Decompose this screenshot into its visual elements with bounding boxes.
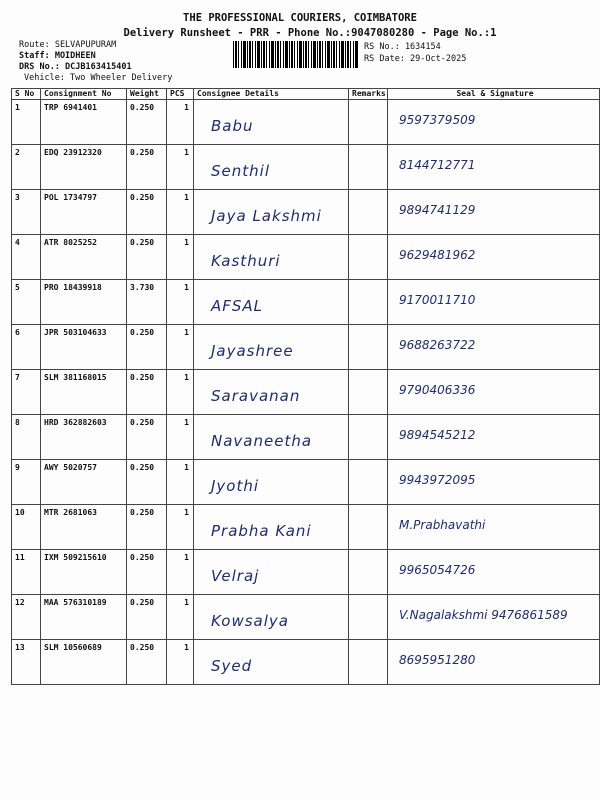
remarks-cell [349,505,388,550]
consignee-name: Velraj [211,567,260,585]
consignment-cell: PRO 18439918 [41,280,127,325]
signature-text: 9170011710 [399,293,476,307]
consignee-name: Jaya Lakshmi [211,207,322,225]
signature-text: M.Prabhavathi [399,518,486,532]
col-header: Consignee Details [194,89,349,100]
pcs-cell: 1 [167,100,194,145]
table-row [12,100,600,145]
signature-cell [388,280,600,325]
remarks-cell [349,640,388,685]
weight-cell: 0.250 [127,235,167,280]
consignee-name: Navaneetha [211,432,313,450]
signature-text: 9597379509 [399,113,476,127]
consignee-cell [194,640,349,685]
vehicle-info: Vehicle: Two Wheeler Delivery [24,73,173,83]
signature-text: 9894545212 [399,428,476,442]
consignee-name: Jayashree [211,342,294,360]
remarks-cell [349,235,388,280]
consignee-name: Syed [211,657,253,675]
remarks-cell [349,280,388,325]
col-header: Weight [127,89,167,100]
table-row [12,640,600,685]
table-row [12,190,600,235]
signature-cell [388,235,600,280]
pcs-cell: 1 [167,415,194,460]
sno-cell: 5 [12,280,41,325]
pcs-cell: 1 [167,145,194,190]
consignee-cell [194,460,349,505]
sno-cell: 12 [12,595,41,640]
consignee-name: Jyothi [211,477,260,495]
remarks-cell [349,145,388,190]
remarks-cell [349,595,388,640]
signature-cell [388,550,600,595]
consignment-cell: AWY 5020757 [41,460,127,505]
table-row [12,235,600,280]
route-info: Route: SELVAPUPURAM [19,40,117,50]
signature-text: 9790406336 [399,383,476,397]
pcs-cell: 1 [167,550,194,595]
sno-cell: 10 [12,505,41,550]
signature-cell [388,325,600,370]
weight-cell: 0.250 [127,550,167,595]
rs-number: RS No.: 1634154 [364,42,441,52]
weight-cell: 0.250 [127,145,167,190]
pcs-cell: 1 [167,235,194,280]
drs-info: DRS No.: DCJB163415401 [19,62,132,72]
consignment-cell: SLM 381168015 [41,370,127,415]
signature-cell [388,415,600,460]
signature-text: 9943972095 [399,473,476,487]
signature-text: 9629481962 [399,248,476,262]
consignment-cell: TRP 6941401 [41,100,127,145]
weight-cell: 0.250 [127,460,167,505]
pcs-cell: 1 [167,190,194,235]
weight-cell: 0.250 [127,100,167,145]
table-row [12,595,600,640]
consignee-name: Saravanan [211,387,301,405]
table-row [12,460,600,505]
signature-cell [388,595,600,640]
remarks-cell [349,370,388,415]
barcode [233,41,359,68]
signature-cell [388,100,600,145]
remarks-cell [349,460,388,505]
signature-text: 9965054726 [399,563,476,577]
signature-text: 9688263722 [399,338,476,352]
consignee-cell [194,550,349,595]
consignment-cell: MAA 576310189 [41,595,127,640]
consignee-cell [194,505,349,550]
signature-text: 8695951280 [399,653,476,667]
consignment-cell: SLM 10560689 [41,640,127,685]
consignment-cell: HRD 362882603 [41,415,127,460]
consignee-cell [194,415,349,460]
consignment-cell: MTR 2681063 [41,505,127,550]
remarks-cell [349,415,388,460]
weight-cell: 0.250 [127,415,167,460]
consignee-cell [194,280,349,325]
consignee-name: Prabha Kani [211,522,312,540]
col-header: Consignment No [41,89,127,100]
weight-cell: 0.250 [127,505,167,550]
remarks-cell [349,550,388,595]
consignee-name: Kasthuri [211,252,281,270]
remarks-cell [349,190,388,235]
sno-cell: 11 [12,550,41,595]
table-header-row [12,89,600,100]
runsheet-table [11,88,600,685]
pcs-cell: 1 [167,640,194,685]
sno-cell: 1 [12,100,41,145]
weight-cell: 0.250 [127,190,167,235]
col-header: Seal & Signature [388,89,600,100]
weight-cell: 0.250 [127,370,167,415]
table-row [12,145,600,190]
sno-cell: 4 [12,235,41,280]
consignee-name: Senthil [211,162,270,180]
col-header: S No [12,89,41,100]
weight-cell: 0.250 [127,640,167,685]
document-subtitle: Delivery Runsheet - PRR - Phone No.:9047080280 - Page No.:1 [123,27,497,39]
signature-text: 9894741129 [399,203,476,217]
consignee-cell [194,190,349,235]
consignee-name: Babu [211,117,254,135]
consignee-cell [194,370,349,415]
pcs-cell: 1 [167,325,194,370]
pcs-cell: 1 [167,505,194,550]
table-row [12,415,600,460]
col-header: PCS [167,89,194,100]
signature-cell [388,505,600,550]
sno-cell: 7 [12,370,41,415]
signature-cell [388,640,600,685]
sno-cell: 13 [12,640,41,685]
table-row [12,280,600,325]
consignee-cell [194,100,349,145]
consignee-name: Kowsalya [211,612,289,630]
signature-cell [388,190,600,235]
sno-cell: 8 [12,415,41,460]
sno-cell: 2 [12,145,41,190]
pcs-cell: 1 [167,460,194,505]
remarks-cell [349,100,388,145]
pcs-cell: 1 [167,595,194,640]
rs-date: RS Date: 29-Oct-2025 [364,54,467,64]
remarks-cell [349,325,388,370]
sno-cell: 9 [12,460,41,505]
consignment-cell: POL 1734797 [41,190,127,235]
consignee-name: AFSAL [211,297,264,315]
consignment-cell: EDQ 23912320 [41,145,127,190]
consignee-cell [194,145,349,190]
consignee-cell [194,595,349,640]
consignee-cell [194,235,349,280]
signature-cell [388,145,600,190]
staff-info: Staff: MOIDHEEN [19,51,96,61]
document-title: THE PROFESSIONAL COURIERS, COIMBATORE [183,12,417,24]
weight-cell: 3.730 [127,280,167,325]
consignment-cell: ATR 8025252 [41,235,127,280]
signature-text: V.Nagalakshmi 9476861589 [399,608,568,622]
consignment-cell: IXM 509215610 [41,550,127,595]
signature-cell [388,460,600,505]
weight-cell: 0.250 [127,595,167,640]
col-header: Remarks [349,89,388,100]
table-row [12,325,600,370]
table-row [12,550,600,595]
signature-text: 8144712771 [399,158,476,172]
weight-cell: 0.250 [127,325,167,370]
consignment-cell: JPR 503104633 [41,325,127,370]
sno-cell: 3 [12,190,41,235]
pcs-cell: 1 [167,280,194,325]
pcs-cell: 1 [167,370,194,415]
signature-cell [388,370,600,415]
consignee-cell [194,325,349,370]
table-row [12,370,600,415]
table-row [12,505,600,550]
sno-cell: 6 [12,325,41,370]
